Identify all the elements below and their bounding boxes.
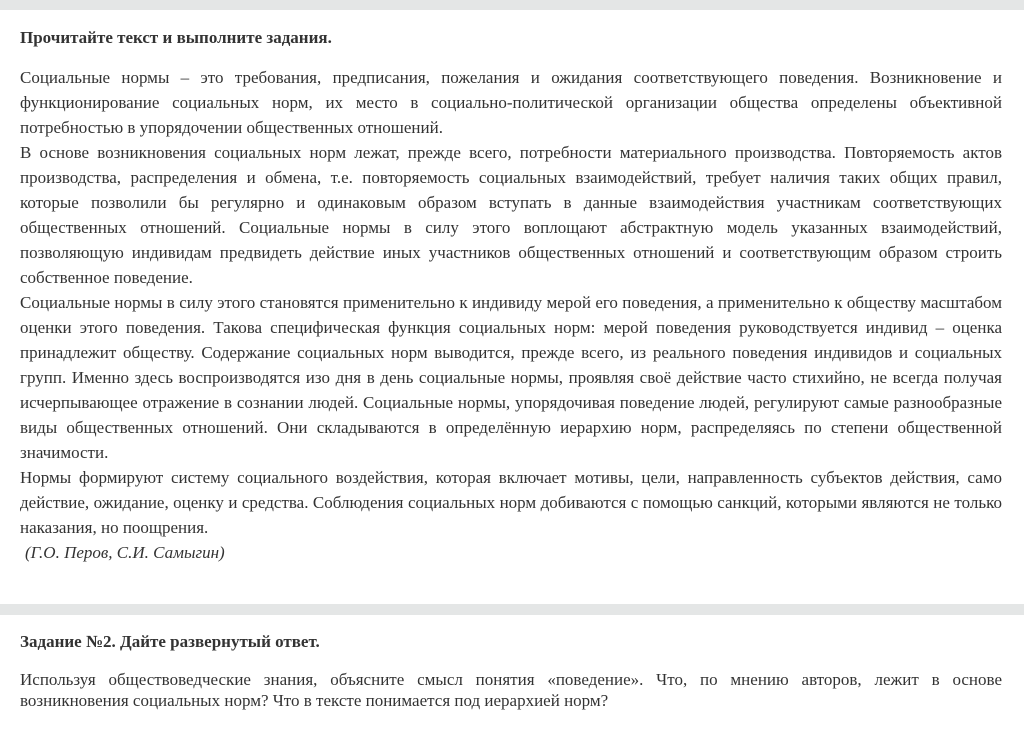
reading-card: [0, 10, 1024, 604]
reading-instruction: Прочитайте текст и выполните задания.: [20, 28, 332, 47]
paragraph-3: Социальные нормы в силу этого становятся применительно к индивиду мерой его поведения, а применительно к обществу масштабом оценки этого поведения. Такова специфическая функция социальных норм: мерой поведения руководствуется индивид – оценка принадлежит обществу. Содержание социальных норм выводится, прежде всего, из реального поведения индивидов и социальных групп. Именно здесь воспроизводятся изо дня в день социальные нормы, проявляя своё действие часто стихийно, не всегда получая исчерпывающее отражение в сознании людей. Социальные нормы, упорядочивая поведение людей, регулируют самые разнообразные виды общественных отношений. Они складываются в определённую иерархию норм, распределяясь по степени общественной значимости.: [20, 293, 1002, 462]
task-question: Используя обществоведческие знания, объясните смысл понятия «поведение». Что, по мнению авторов, лежит в основе возникновения социальных норм? Что в тексте понимается под иерархией норм?: [20, 670, 1002, 710]
author-attribution: (Г.О. Перов, С.И. Самыгин): [25, 543, 225, 562]
reading-text: [20, 65, 1002, 565]
task-card: [0, 615, 1024, 745]
paragraph-4: Нормы формируют систему социального воздействия, которая включает мотивы, цели, направленность субъектов действия, само действие, ожидание, оценку и средства. Соблюдения социальных норм добиваются с помощью санкций, которыми являются не только наказания, но поощрения.: [20, 468, 1002, 537]
paragraph-2: В основе возникновения социальных норм лежат, прежде всего, потребности материального производства. Повторяемость актов производства, распределения и обмена, т.е. повторяемость социальных взаимодействий, требует наличия таких общих правил, которые позволили бы регулярно и одинаковым образом вступать в данные взаимодействия участникам соответствующих общественных отношений. Социальные нормы в силу этого воплощают абстрактную модель указанных взаимодействий, позволяющую индивидам предвидеть действие иных участников общественных отношений и соответствующим образом строить собственное поведение.: [20, 143, 1002, 287]
paragraph-1: Социальные нормы – это требования, предписания, пожелания и ожидания соответствующего поведения. Возникновение и функционирование социальных норм, их место в социально-политической организации общества определены объективной потребностью в упорядочении общественных отношений.: [20, 68, 1002, 137]
task-title: Задание №2. Дайте развернутый ответ.: [20, 632, 320, 651]
